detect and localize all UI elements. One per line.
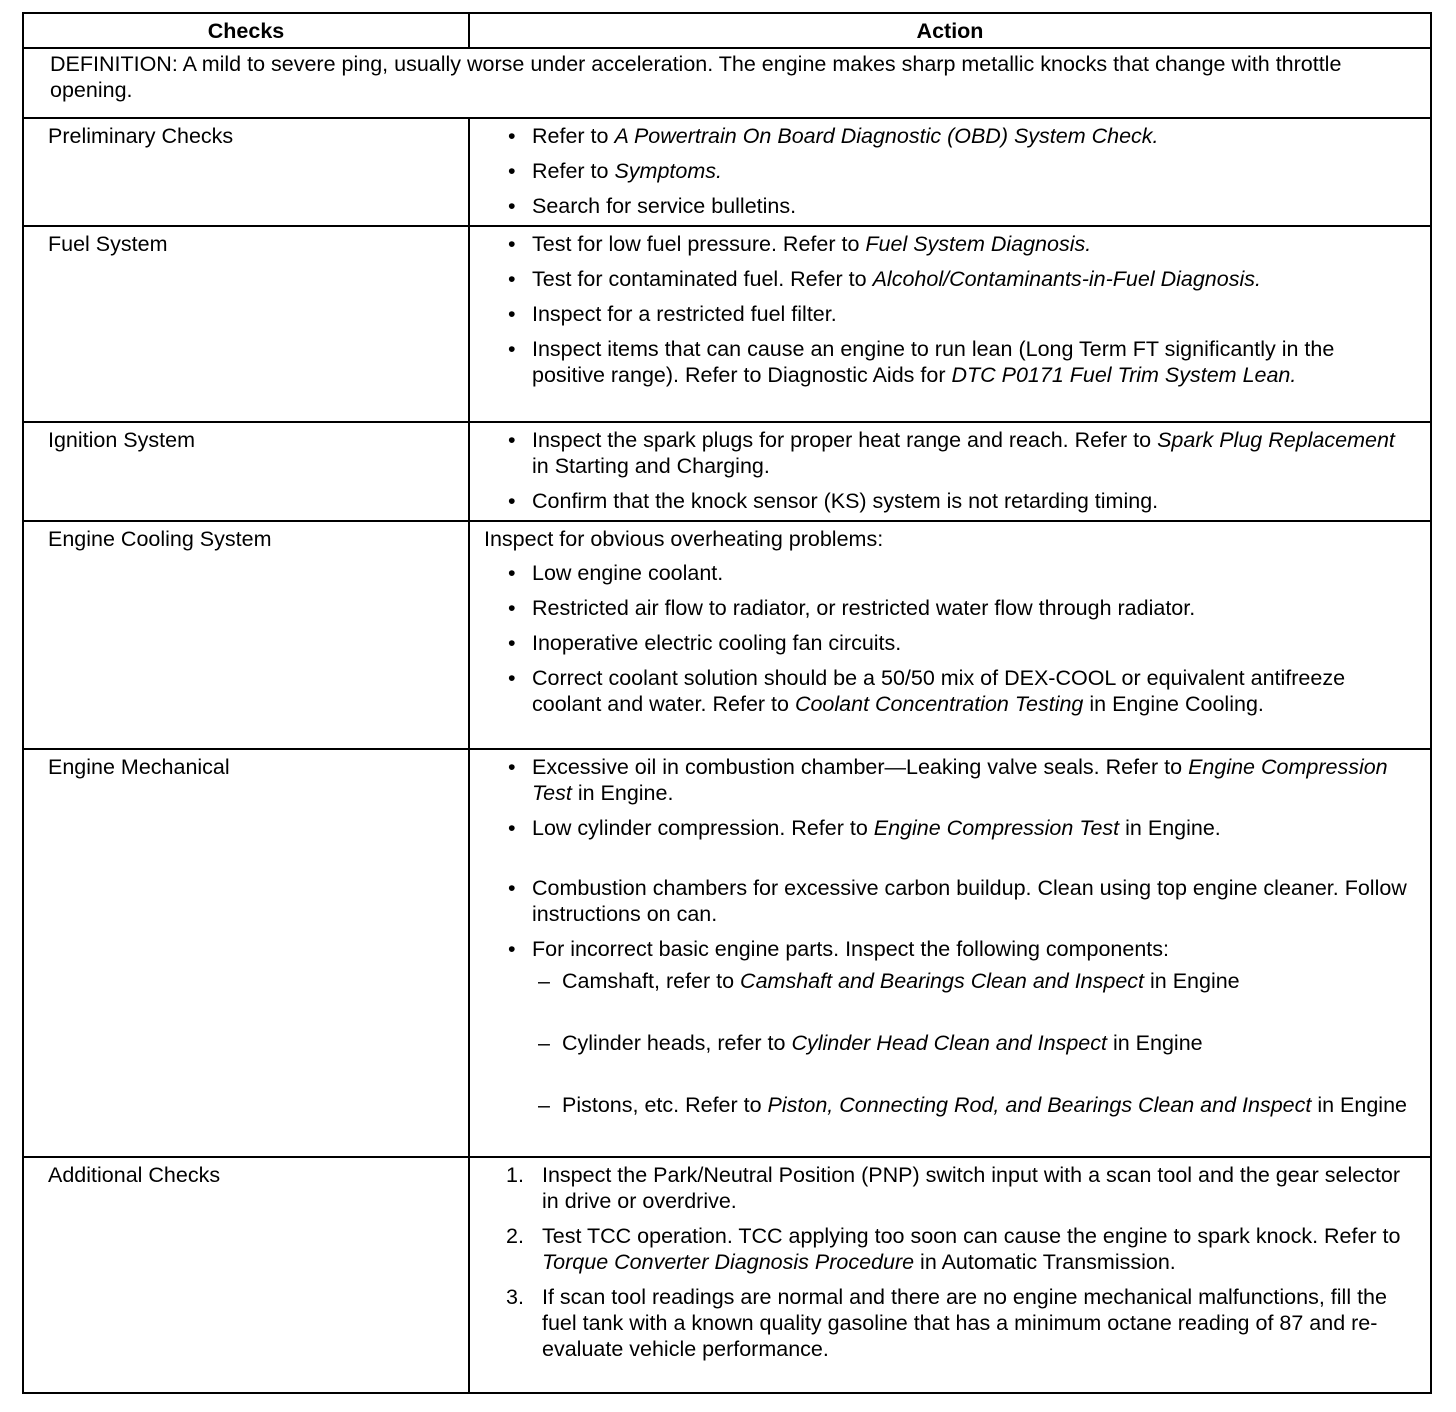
action-engine-cooling	[469, 521, 1431, 749]
list-item: • Low engine coolant.	[506, 560, 1410, 586]
list-item: • Inoperative electric cooling fan circuits.	[506, 630, 1410, 656]
reference-link: A Powertrain On Board Diagnostic (OBD) System Check.	[614, 124, 1159, 148]
header-row	[23, 13, 1431, 48]
reference-link: Fuel System Diagnosis.	[865, 232, 1092, 256]
diagnostic-table	[22, 12, 1432, 1394]
reference-link: Engine Compression Test	[873, 816, 1120, 840]
check-additional: Additional Checks	[23, 1157, 469, 1393]
action-additional	[469, 1157, 1431, 1393]
reference-link: Cylinder Head Clean and Inspect	[791, 1031, 1107, 1055]
table-row	[23, 749, 1431, 1157]
cooling-intro: Inspect for obvious overheating problems:	[484, 527, 884, 551]
table-row	[23, 521, 1431, 749]
list-item: • Refer to Symptoms.	[506, 158, 1410, 184]
reference-link: Piston, Connecting Rod, and Bearings Clean and Inspect	[767, 1093, 1312, 1117]
list-item: • Restricted air flow to radiator, or restricted water flow through radiator.	[506, 595, 1410, 621]
sublist-item: – Pistons, etc. Refer to Piston, Connecting Rod, and Bearings Clean and Inspect in Engine	[532, 1092, 1410, 1118]
reference-link: Engine Compression Test	[532, 755, 1388, 805]
reference-link: Coolant Concentration Testing	[794, 692, 1084, 716]
definition-row	[23, 48, 1431, 118]
action-header: Action	[469, 13, 1431, 48]
action-fuel-system	[469, 226, 1431, 422]
reference-link: Symptoms.	[614, 159, 722, 183]
sublist-item: – Cylinder heads, refer to Cylinder Head Clean and Inspect in Engine	[532, 1030, 1410, 1056]
reference-link: Spark Plug Replacement	[1157, 428, 1395, 452]
check-engine-cooling: Engine Cooling System	[23, 521, 469, 749]
table-row	[23, 1157, 1431, 1393]
list-item: • Excessive oil in combustion chamber—Leaking valve seals. Refer to Engine Compression Test in Engine.	[506, 754, 1410, 806]
action-ignition-system	[469, 422, 1431, 521]
numbered-item: 2. Test TCC operation. TCC applying too soon can cause the engine to spark knock. Refer to Torque Converter Diagnosis Procedure in Automatic Transmission.	[506, 1224, 1401, 1274]
list-item: • Combustion chambers for excessive carbon buildup. Clean using top engine cleaner. Follow instructions on can.	[506, 875, 1410, 927]
table-row	[23, 226, 1431, 422]
list-item: • Inspect items that can cause an engine to run lean (Long Term FT significantly in the positive range). Refer to Diagnostic Aids for DTC P0171 Fuel Trim System Lean.	[506, 336, 1410, 388]
list-item: • Refer to A Powertrain On Board Diagnostic (OBD) System Check.	[506, 123, 1410, 149]
list-item: • Low cylinder compression. Refer to Engine Compression Test in Engine.	[506, 815, 1410, 841]
reference-link: Torque Converter Diagnosis Procedure	[542, 1250, 915, 1274]
checks-header: Checks	[23, 13, 469, 48]
list-item: • Confirm that the knock sensor (KS) system is not retarding timing.	[506, 488, 1410, 514]
check-ignition-system: Ignition System	[23, 422, 469, 521]
table-row	[23, 118, 1431, 226]
check-engine-mechanical: Engine Mechanical	[23, 749, 469, 1157]
definition-text: DEFINITION: A mild to severe ping, usually worse under acceleration. The engine makes sharp metallic knocks that change with throttle opening.	[23, 48, 1431, 118]
check-fuel-system: Fuel System	[23, 226, 469, 422]
table-row	[23, 422, 1431, 521]
reference-link: Camshaft and Bearings Clean and Inspect	[740, 969, 1145, 993]
check-preliminary: Preliminary Checks	[23, 118, 469, 226]
list-item: • Test for low fuel pressure. Refer to Fuel System Diagnosis.	[506, 231, 1410, 257]
numbered-item: 3. If scan tool readings are normal and there are no engine mechanical malfunctions, fill the fuel tank with a known quality gasoline that has a minimum octane reading of 87 and re-evaluate vehicle performance.	[506, 1285, 1387, 1361]
list-item: • For incorrect basic engine parts. Inspect the following components: – Camshaft, refer to Camshaft and Bearings Clean and Inspect in Engine – Cylinder heads, refer to Cylinder Head Clean and Inspect in Engine – Pistons, etc. Refer to Piston, Connecting Rod, and Bearings Clean and Inspect in Engine	[506, 936, 1410, 1118]
list-item: • Inspect the spark plugs for proper heat range and reach. Refer to Spark Plug Replacement in Starting and Charging.	[506, 427, 1410, 479]
list-item: • Inspect for a restricted fuel filter.	[506, 301, 1410, 327]
action-preliminary	[469, 118, 1431, 226]
list-item: • Correct coolant solution should be a 50/50 mix of DEX-COOL or equivalent antifreeze coolant and water. Refer to Coolant Concentration Testing in Engine Cooling.	[506, 665, 1410, 717]
sublist-item: – Camshaft, refer to Camshaft and Bearings Clean and Inspect in Engine	[532, 968, 1410, 994]
reference-link: Alcohol/Contaminants-in-Fuel Diagnosis.	[872, 267, 1261, 291]
component-sublist	[532, 968, 1410, 1118]
numbered-item: 1. Inspect the Park/Neutral Position (PNP) switch input with a scan tool and the gear selector in drive or overdrive.	[506, 1163, 1401, 1213]
reference-link: DTC P0171 Fuel Trim System Lean.	[951, 363, 1297, 387]
action-engine-mechanical	[469, 749, 1431, 1157]
list-item: • Test for contaminated fuel. Refer to Alcohol/Contaminants-in-Fuel Diagnosis.	[506, 266, 1410, 292]
list-item: • Search for service bulletins.	[506, 193, 1410, 219]
